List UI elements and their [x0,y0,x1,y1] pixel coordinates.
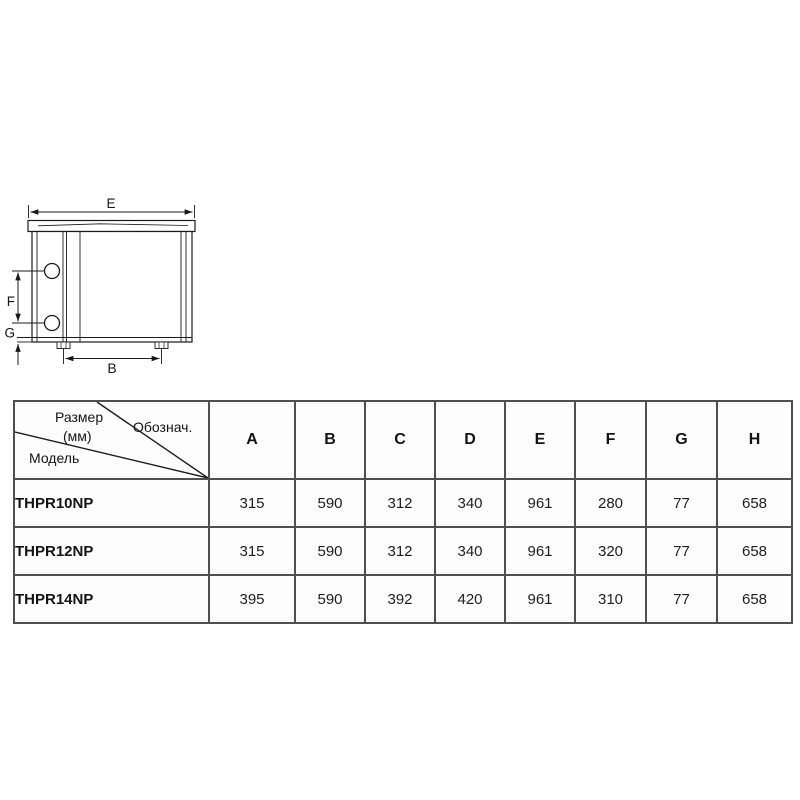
col-header-h: H [717,401,792,479]
value-cell: 280 [575,479,646,527]
value-cell: 77 [646,527,717,575]
dim-label-g: G [4,325,15,341]
col-header-b: B [295,401,365,479]
model-cell: THPR10NP [14,479,209,527]
col-header-e: E [505,401,575,479]
value-cell: 315 [209,479,295,527]
dim-label-b: B [107,360,117,375]
value-cell: 395 [209,575,295,623]
value-cell: 420 [435,575,505,623]
value-cell: 315 [209,527,295,575]
dim-label-e: E [106,196,116,211]
col-header-f: F [575,401,646,479]
value-cell: 658 [717,527,792,575]
header-size-label: Размер [55,409,104,425]
value-cell: 961 [505,575,575,623]
diagonal-divider [15,402,208,478]
col-header-a: A [209,401,295,479]
value-cell: 312 [365,479,435,527]
dim-label-f: F [6,294,15,309]
value-cell: 961 [505,527,575,575]
header-row [14,401,792,479]
value-cell: 77 [646,575,717,623]
dimension-diagram [0,180,360,375]
model-cell: THPR14NP [14,575,209,623]
table-row [14,527,792,575]
value-cell: 590 [295,479,365,527]
pipe-connection-lower [45,316,60,331]
value-cell: 340 [435,527,505,575]
value-cell: 310 [575,575,646,623]
value-cell: 340 [435,479,505,527]
model-cell: THPR12NP [14,527,209,575]
value-cell: 312 [365,527,435,575]
value-cell: 590 [295,575,365,623]
table-row [14,575,792,623]
col-header-d: D [435,401,505,479]
value-cell: 961 [505,479,575,527]
value-cell: 392 [365,575,435,623]
col-header-c: C [365,401,435,479]
value-cell: 320 [575,527,646,575]
table-row [14,479,792,527]
header-size-unit: (мм) [63,428,92,444]
header-corner-cell [14,401,209,479]
header-designation-label: Обознач. [133,419,193,435]
value-cell: 590 [295,527,365,575]
pipe-connection-upper [45,264,60,279]
value-cell: 658 [717,479,792,527]
col-header-g: G [646,401,717,479]
front-view [4,196,195,375]
header-model-label: Модель [29,450,80,466]
dimensions-table [13,400,793,624]
value-cell: 77 [646,479,717,527]
value-cell: 658 [717,575,792,623]
